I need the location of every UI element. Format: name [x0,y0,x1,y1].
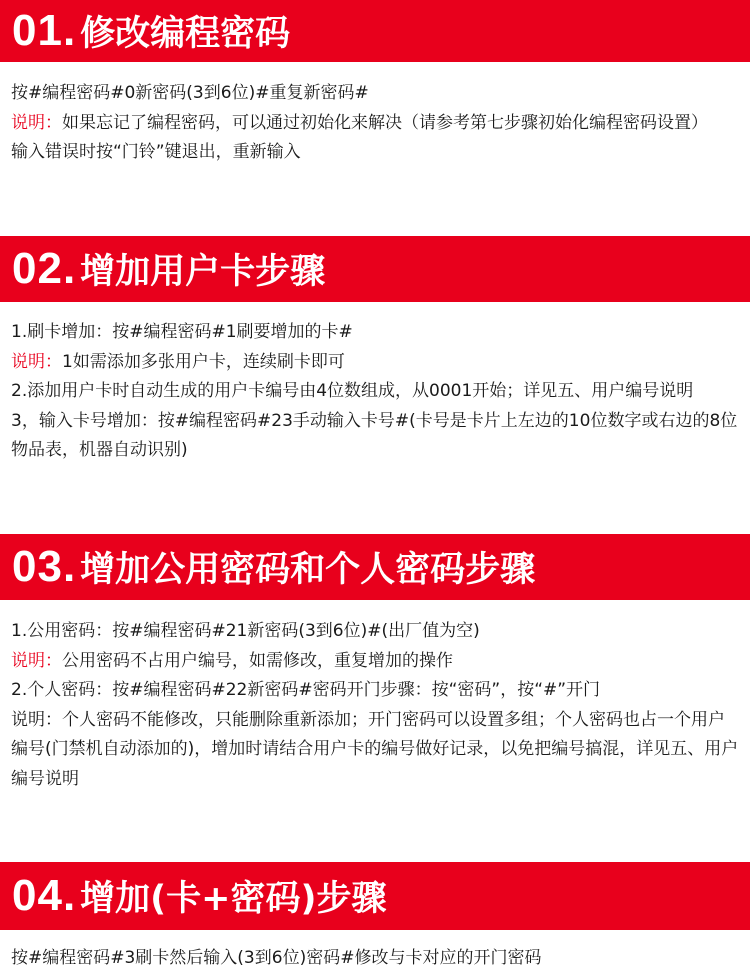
section-02-body [11,318,741,466]
note-key: 说明： [11,351,62,372]
section-number: 02. [12,244,77,293]
note-key: 说明： [11,650,62,671]
section-number: 01. [12,6,77,55]
section-title: 增加用户卡步骤 [80,252,326,292]
note-line: 说明：公用密码不占用户编号，如需修改，重复增加的操作 [11,650,453,671]
section-04-body [11,944,741,974]
body-line: 编号(门禁机自动添加的)，增加时请结合用户卡的编号做好记录，以免把编号搞混，详见五、用户编号说明 [11,739,739,789]
note-line: 说明：如果忘记了编程密码，可以通过初始化来解决（请参考第七步骤初始化编程密码设置） [11,112,708,133]
section-02-header [0,236,750,302]
body-line: 2.个人密码：按#编程密码#22新密码#密码开门步骤：按“密码”，按“#”开门 [11,680,601,700]
body-line: 输入错误时按“门铃”键退出，重新输入 [11,142,301,162]
section-01-body [11,79,741,168]
section-04-header [0,862,750,930]
body-line: 3，输入卡号增加：按#编程密码#23手动输入卡号#(卡号是卡片上左边的10位数字或右边的8位物品表，机器自动识别) [11,410,738,460]
body-line: 1.公用密码：按#编程密码#21新密码(3到6位)#(出厂值为空) [11,621,480,641]
section-01-header [0,0,750,62]
note-key: 说明： [11,112,62,133]
section-03-header [0,534,750,600]
section-title: 增加公用密码和个人密码步骤 [80,550,536,590]
body-line: 1.刷卡增加：按#编程密码#1刷要增加的卡# [11,322,353,342]
note-line: 说明：1如需添加多张用户卡，连续刷卡即可 [11,351,345,372]
body-line: 说明：个人密码不能修改，只能删除重新添加；开门密码可以设置多组；个人密码也占一个用户 [11,709,725,730]
section-number: 03. [12,542,77,591]
body-line: 按#编程密码#0新密码(3到6位)#重复新密码# [11,83,369,103]
section-number: 04. [12,871,77,920]
body-line: 按#编程密码#3刷卡然后输入(3到6位)密码#修改与卡对应的开门密码 [11,948,542,968]
body-line: 2.添加用户卡时自动生成的用户卡编号由4位数组成，从0001开始；详见五、用户编号说明 [11,381,694,401]
section-03-body [11,617,741,794]
section-title: 增加(卡+密码)步骤 [80,879,387,919]
section-title: 修改编程密码 [80,14,291,54]
